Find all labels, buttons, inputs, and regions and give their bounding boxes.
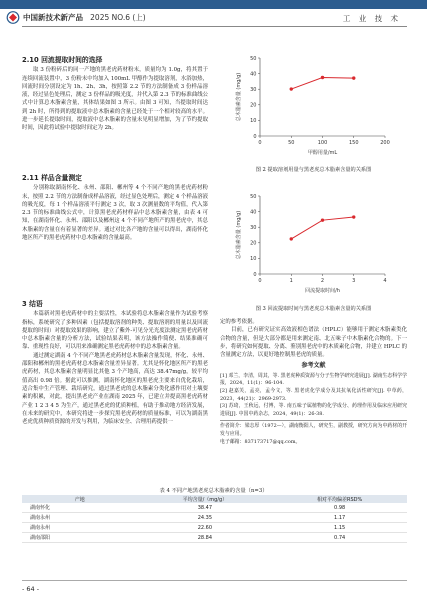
y-tick-label: 10 (250, 256, 257, 263)
x-tick-label: 1 (289, 278, 293, 284)
figure-3-chart (220, 190, 407, 296)
header-divider (22, 26, 407, 27)
left-column-conclusion (22, 300, 208, 426)
x-axis-title: 回流提取时间/h (305, 288, 340, 294)
paragraph-conclusion-1: 本篇新对黑老虎药材中的主要活性，本试验将总木脂素含量作为试验考察指标，系统研究了多种因素（包括提取溶剂的种类、提取溶剂的用量以及回流提取的时间）对提取效果的影响，建立了紫外-可见分光光度法测定黑老虎药材中总木脂素含量的分析方法，试验结果表明，该方法操作简便、结果准确可靠、重现性良好，可以用来准确测定黑老虎药材中的总木脂素含量。 (22, 311, 208, 351)
journal-issue: 2025 NO.6 (上) (90, 13, 146, 22)
figure-2-caption: 图 2 提取溶剂用量与黑老虎总木脂素含量的关系图 (255, 167, 372, 173)
x-tick-label: 2 (320, 278, 325, 284)
journal-title (23, 12, 146, 23)
table-cell-rsd: 0.74 (272, 533, 407, 543)
y-axis-title: 总木脂素含量 (mg/g) (236, 72, 242, 122)
table-cell-content: 24.35 (138, 513, 273, 523)
reference-item: [3] 苏琦，王秋远，付博，等. 南五味子属植物的化学成分、药理作用及临床应用研究进展[J]. 中国中药杂志，2024，49(1)：26-38. (220, 403, 407, 417)
x-tick-label: 150 (348, 140, 359, 146)
figure-3-caption: 图 3 回流提取时间与黑老虎总木脂素含量的关系图 (255, 306, 372, 312)
table-row (22, 523, 407, 533)
reference-item: [2] 赵嘉芙，孟亮，孟今文，等. 黑老虎化学成分及其抗氧化活性研究[J]. 中草药，2023，44(21)：2969-2973. (220, 387, 407, 402)
reference-item: [1] 邓兰，李清，周其，等. 黑老虎种质资源与分子生物学研究进展[J]. 湖南生态科学学报，2024，11(1)：96-104. (220, 372, 407, 387)
table-header-row (22, 495, 407, 503)
data-point (321, 76, 324, 79)
series-line (291, 78, 354, 90)
table-cell-rsd: 1.17 (272, 513, 407, 523)
x-tick-label: 0 (258, 278, 262, 284)
table-row (22, 513, 407, 523)
author-info (220, 420, 407, 446)
data-point (352, 76, 355, 79)
references-heading: 参考文献 (301, 362, 326, 370)
paragraph-2-10: 取 3 份粉碎后的同一产地的黑老虎药材粉末，质量均为 1.0g，将其置于连续回流装置中，3 份粉末中均加入 100mL 甲醇作为提取溶剂，水浴加热，回流时间分别设定为 1h、2h、3h，按照第 2.2 节的方法制备成 3 份样品溶液，经过显色处理后，测定 3 份样品的吸光度，并代入第 2.3 节的标准曲线公式中计算总木脂素含量，其体结果如图 3 所示。由图 3 可知，当提取时间达到 2h 时，所得到的提取液中总木脂素的含量已经处于一个相对较高的水平。进一步延长提取时间，提取液中总木脂素的含量未见明显增加，为了节约提取时间，因此将试验中提取时间定为 2h。 (22, 67, 208, 132)
section-heading-conclusion: 3 结语 (22, 300, 43, 308)
data-point (290, 237, 293, 240)
journal-name: 中国新技术新产品 (23, 13, 83, 22)
y-tick-label: 30 (250, 225, 257, 231)
table-cell-origin: 湖南怀化 (22, 503, 138, 513)
footer-divider (22, 580, 407, 581)
x-tick-label: 4 (383, 278, 387, 284)
y-tick-label: 10 (250, 118, 257, 125)
page-number: - 64 - (22, 585, 40, 593)
section-name: 工 业 技 术 (342, 14, 401, 23)
data-point (290, 87, 293, 90)
left-column (22, 56, 208, 133)
x-tick-label: 200 (380, 140, 390, 146)
y-tick-label: 0 (253, 133, 257, 140)
x-axis-title: 甲醇用量/mL (307, 150, 338, 156)
table-cell-content: 22.60 (138, 523, 273, 533)
paragraph-continued: 定的参考依据。 (220, 319, 258, 325)
header-bar (0, 0, 427, 9)
paragraph-2-11: 分别称取湖南怀化、永州、邵阳、郴州等 4 个不同产地的黑老虎药材粉末，按照 2.2 节的方法制备成样品溶液，经过显色处理后，测定 4 个样品溶液的吸光度，每 1 个样品溶液平行测定 3 次，取 3 次测量数的平均值，代入第 2.3 节的标准曲线公式中，计算黑老虎药材样品中总木脂素含量，由表 4 可知，在湖南怀化、永州、邵阳以及郴州这 4 个不同产地所产的黑老虎中，其总木脂素的含量在有着显著的差异。通过对比各产地的含量可以得出，湖南怀化地区所产的黑老虎药材中总木脂素的含量最高。 (22, 185, 208, 242)
y-tick-label: 20 (250, 102, 257, 109)
author-email: 电子邮箱：837173717@qq.com。 (220, 438, 301, 445)
data-point (352, 215, 355, 218)
paragraph-outlook: 目前，已有研究证实高效液相色谱法（HPLC）能够用于测定木脂素类化合物的含量，但是大部分都是用来测定南、北五味子中木脂素化合物的。下一步，将研究如何提取、分离、鉴别黑老虎中的木质素化合物，并建立 HPLC 的含量测定方法，以更好地控制黑老虎的质量。 (220, 327, 407, 359)
table-header-cell: 产地 (22, 495, 138, 503)
x-tick-label: 0 (258, 140, 262, 146)
references-list (220, 373, 407, 419)
table-cell-rsd: 1.15 (272, 523, 407, 533)
table-cell-origin: 湖南永州 (22, 513, 138, 523)
table-cell-origin: 湖南邵阳 (22, 533, 138, 543)
y-tick-label: 30 (250, 87, 257, 93)
section-heading-2-10: 2.10 回流提取时间的选择 (22, 56, 103, 64)
paragraph-conclusion-2: 通过测定湖南 4 个不同产地黑老虎药材总木脂素含量发现，怀化、永州、邵阳和郴州的黑老虎药材总木脂素含量差异显著。尤其是怀化地区所产的黑老虎药材，其总木脂素含量明显比其他 3 个产地高，高达 38.47mg/g，较平均值高出 0.98 倍。据此可以推测，湖南怀化地区的黑老虎主要来自优化栽培，适合集中生产管理、栽培研究，通过黑老虎的总木脂素分类化感作用对土壤要素的积累，对此，提出黑老虎产业在湖南 2025 年，已建立并提高黑老虎药材产业 1 2 3 4 5 为生产，通过黑老虎的优质种植，有助于推动地方经济发展，在未来的研究中，本研究将进一步探究黑老虎药材的质量标准，可以为湖南黑老虎优质种质资源的开发与利用，为临床安全、合理用药提供一 (22, 352, 208, 426)
table-row (22, 503, 407, 513)
table-header-cell: 相对平均偏差RSD% (272, 495, 407, 503)
section-heading-2-11: 2.11 样品含量测定 (22, 174, 82, 182)
author-bio: 作者简介：梁志厚（1972—），湖南衡阳人，研究生，副教授，研究方向为中药材的开发与应用。 (220, 423, 407, 437)
table-cell-content: 28.84 (138, 533, 273, 543)
table-cell-content: 38.47 (138, 503, 273, 513)
y-tick-label: 20 (250, 240, 257, 247)
journal-logo-icon (6, 11, 20, 24)
table-cell-rsd: 0.98 (272, 503, 407, 513)
y-tick-label: 50 (250, 55, 257, 62)
data-point (321, 218, 324, 221)
y-axis-title: 总木脂素含量 (mg/g) (236, 210, 242, 260)
table-row (22, 533, 407, 543)
right-column (220, 318, 407, 446)
y-tick-label: 40 (250, 209, 257, 216)
table-cell-origin: 湖南永州 (22, 523, 138, 533)
y-tick-label: 50 (250, 193, 257, 200)
y-tick-label: 40 (250, 71, 257, 78)
figure-2-chart (220, 52, 407, 158)
x-tick-label: 3 (352, 278, 356, 284)
y-tick-label: 0 (253, 271, 257, 278)
table-header-cell: 平均含量/（mg/g） (138, 495, 273, 503)
x-tick-label: 100 (317, 140, 328, 146)
table-4-caption: 表 4 不同产地黑老虎总木脂素的含量（n=3） (159, 488, 268, 494)
left-column-2-11 (22, 174, 208, 242)
x-tick-label: 50 (288, 140, 295, 146)
table-4 (22, 495, 407, 543)
